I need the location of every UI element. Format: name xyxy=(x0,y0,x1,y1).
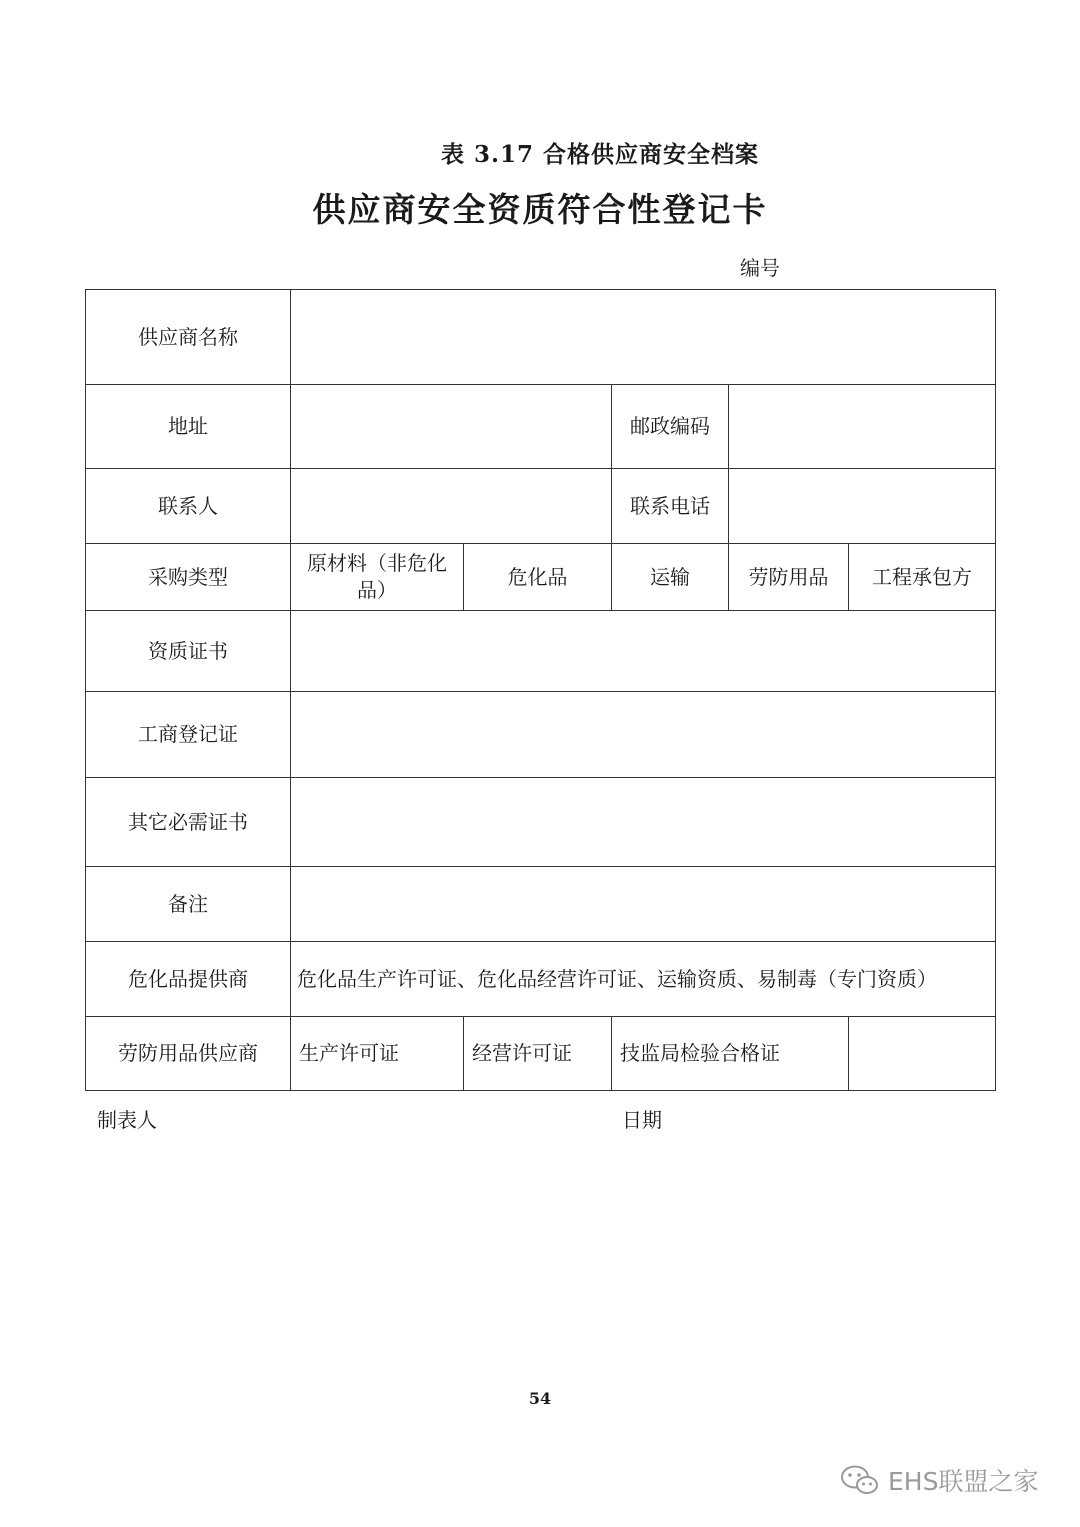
purchase-type-raw-materials[interactable]: 原材料（非危化品） xyxy=(291,544,464,611)
wechat-icon xyxy=(840,1464,880,1496)
qualification-label: 资质证书 xyxy=(86,611,291,692)
date-label: 日期 xyxy=(622,1108,662,1132)
table-row xyxy=(86,867,996,942)
postcode-field[interactable] xyxy=(729,385,996,469)
purchase-type-transport[interactable]: 运输 xyxy=(612,544,729,611)
table-row xyxy=(86,942,996,1017)
preparer-label: 制表人 xyxy=(97,1108,157,1132)
table-row xyxy=(86,611,996,692)
address-field[interactable] xyxy=(291,385,612,469)
remarks-label: 备注 xyxy=(86,867,291,942)
contact-field[interactable] xyxy=(291,469,612,544)
business-license-field[interactable] xyxy=(291,692,996,778)
purchase-type-ppe[interactable]: 劳防用品 xyxy=(729,544,849,611)
phone-field[interactable] xyxy=(729,469,996,544)
business-license-label: 工商登记证 xyxy=(86,692,291,778)
hazmat-supplier-requirements: 危化品生产许可证、危化品经营许可证、运输资质、易制毒（专门资质） xyxy=(291,942,996,1017)
table-row xyxy=(86,385,996,469)
qualification-field[interactable] xyxy=(291,611,996,692)
table-row xyxy=(86,778,996,867)
page-number: 54 xyxy=(528,1389,552,1408)
watermark-text: EHS联盟之家 xyxy=(888,1467,1039,1496)
watermark xyxy=(840,1462,1038,1498)
table-row xyxy=(86,692,996,778)
table-row xyxy=(86,544,996,611)
ppe-supplier-label: 劳防用品供应商 xyxy=(86,1017,291,1091)
table-row xyxy=(86,290,996,385)
postcode-label: 邮政编码 xyxy=(612,385,729,469)
purchase-type-label: 采购类型 xyxy=(86,544,291,611)
hazmat-supplier-label: 危化品提供商 xyxy=(86,942,291,1017)
ppe-production-license[interactable]: 生产许可证 xyxy=(291,1017,464,1091)
ppe-inspection-certificate[interactable]: 技监局检验合格证 xyxy=(612,1017,849,1091)
ppe-extra-field[interactable] xyxy=(849,1017,996,1091)
ppe-business-license[interactable]: 经营许可证 xyxy=(464,1017,612,1091)
remarks-field[interactable] xyxy=(291,867,996,942)
table-caption: 表 3.17 合格供应商安全档案 xyxy=(440,141,760,168)
supplier-name-label: 供应商名称 xyxy=(86,290,291,385)
page-title: 供应商安全资质符合性登记卡 xyxy=(312,190,768,229)
serial-number-label: 编号 xyxy=(740,256,780,280)
phone-label: 联系电话 xyxy=(612,469,729,544)
purchase-type-hazmat[interactable]: 危化品 xyxy=(464,544,612,611)
table-row xyxy=(86,469,996,544)
other-certs-field[interactable] xyxy=(291,778,996,867)
contact-label: 联系人 xyxy=(86,469,291,544)
table-row xyxy=(86,1017,996,1091)
registration-form-table xyxy=(85,289,996,1091)
address-label: 地址 xyxy=(86,385,291,469)
supplier-name-field[interactable] xyxy=(291,290,996,385)
purchase-type-contractor[interactable]: 工程承包方 xyxy=(849,544,996,611)
other-certs-label: 其它必需证书 xyxy=(86,778,291,867)
